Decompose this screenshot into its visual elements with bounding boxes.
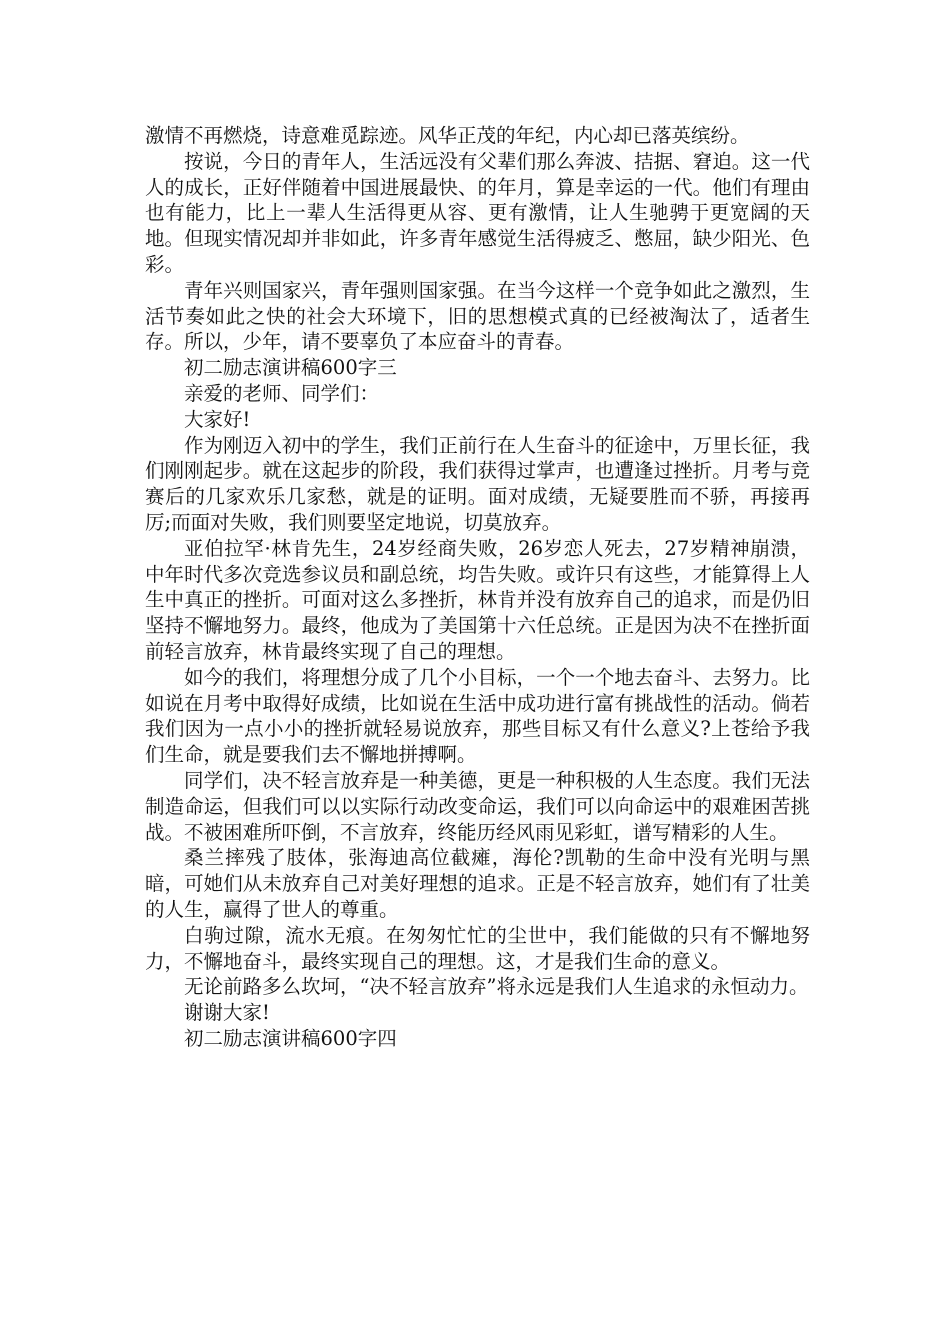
paragraph-continued: 激情不再燃烧，诗意难觅踪迹。风华正茂的年纪，内心却已落英缤纷。: [145, 124, 750, 147]
paragraph: 同学们，决不轻言放弃是一种美德，更是一种积极的人生态度。我们无法制造命运，但我们可以以实际行动改变命运，我们可以向命运中的艰难困苦挑战。不被困难所吓倒，不言放弃，终能历经风雨见彩虹，谱写精彩的人生。: [145, 768, 810, 844]
salutation: 亲爱的老师、同学们：: [184, 381, 380, 405]
closing: 谢谢大家!: [184, 1001, 270, 1025]
paragraph: 白驹过隙，流水无痕。在匆匆忙忙的尘世中，我们能做的只有不懈地努力，不懈地奋斗，最终实现自己的理想。这，才是我们生命的意义。: [145, 923, 810, 973]
paragraph: 作为刚迈入初中的学生，我们正前行在人生奋斗的征途中，万里长征，我们刚刚起步。就在这起步的阶段，我们获得过掌声，也遭逢过挫折。月考与竞赛后的几家欢乐几家愁，就是的证明。面对成绩，无疑要胜而不骄，再接再厉;而面对失败，我们则要坚定地说，切莫放弃。: [145, 433, 810, 534]
paragraph: 亚伯拉罕·林肯先生，24岁经商失败，26岁恋人死去，27岁精神崩溃，中年时代多次竞选参议员和副总统，均告失败。或许只有这些，才能算得上人生中真正的挫折。可面对这么多挫折，林肯并没有放弃自己的追求，而是仍旧坚持不懈地努力。最终，他成为了美国第十六任总统。正是因为决不在挫折面前轻言放弃，林肯最终实现了自己的理想。: [145, 536, 810, 663]
paragraph: 青年兴则国家兴，青年强则国家强。在当今这样一个竞争如此之激烈，生活节奏如此之快的社会大环境下，旧的思想模式真的已经被淘汰了，适者生存。所以，少年，请不要辜负了本应奋斗的青春。: [145, 278, 810, 354]
document-page: [145, 123, 810, 1052]
paragraph: 按说，今日的青年人，生活远没有父辈们那么奔波、拮据、窘迫。这一代人的成长，正好伴随着中国进展最快、的年月，算是幸运的一代。他们有理由也有能力，比上一辈人生活得更从容、更有激情，让人生驰骋于更宽阔的天地。但现实情况却并非如此，许多青年感觉生活得疲乏、憋屈，缺少阳光、色彩。: [145, 149, 810, 276]
paragraph: 桑兰摔残了肢体，张海迪高位截瘫，海伦?凯勒的生命中没有光明与黑暗，可她们从未放弃自己对美好理想的追求。正是不轻言放弃，她们有了壮美的人生，赢得了世人的尊重。: [145, 846, 810, 921]
paragraph: 如今的我们，将理想分成了几个小目标，一个一个地去奋斗、去努力。比如说在月考中取得好成绩，比如说在生活中成功进行富有挑战性的活动。倘若我们因为一点小小的挫折就轻易说放弃，那些目标又有什么意义?上苍给予我们生命，就是要我们去不懈地拼搏啊。: [145, 665, 810, 767]
greeting: 大家好!: [184, 407, 251, 431]
section-heading: 初二励志演讲稿600字三: [184, 356, 397, 380]
paragraph: 无论前路多么坎坷，“决不轻言放弃”将永远是我们人生追求的永恒动力。: [184, 975, 809, 999]
section-heading: 初二励志演讲稿600字四: [184, 1026, 397, 1050]
